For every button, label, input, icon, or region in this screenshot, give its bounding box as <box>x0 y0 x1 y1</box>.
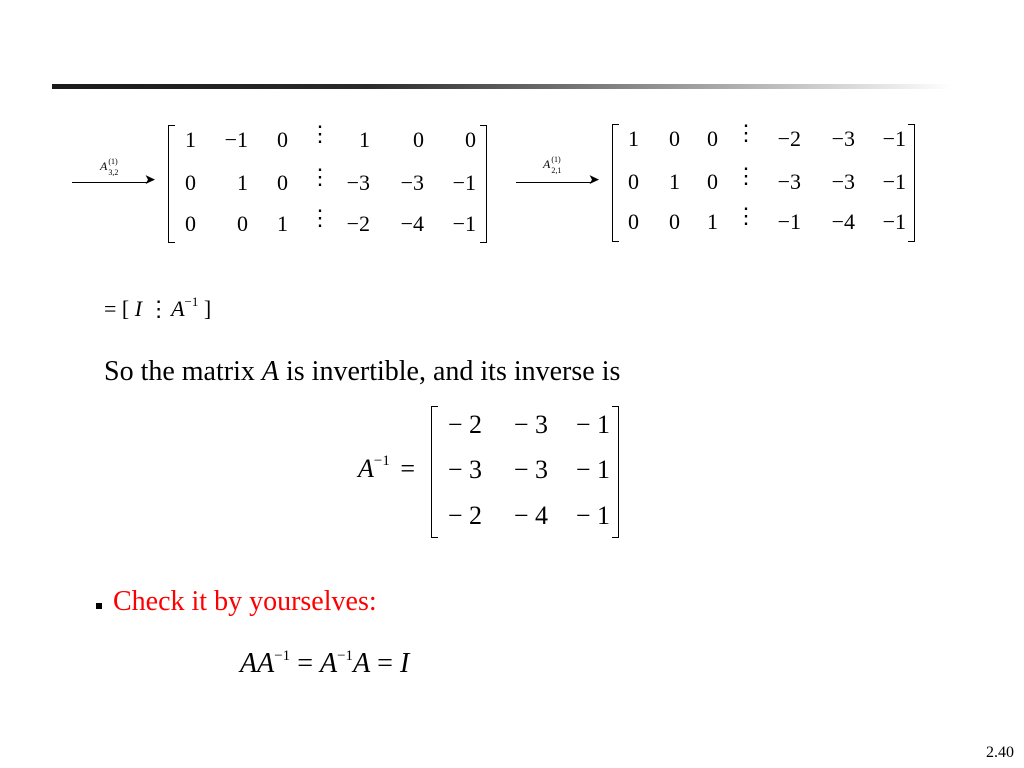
matrix1-cell: −1 <box>452 170 476 195</box>
matrix2-cell: 0 <box>707 126 718 151</box>
matrix2-separator: ⋮ <box>735 163 757 188</box>
matrix1-cell: 0 <box>185 211 196 236</box>
statement-text: So the matrix A is invertible, and its inverse is <box>104 356 621 387</box>
header-rule <box>52 84 952 89</box>
inverse-right-bracket <box>612 406 619 538</box>
row-op-sub-1: 3,2 <box>108 168 119 177</box>
inverse-lhs: $A^{-1}$ = <box>358 453 416 483</box>
augmented-result <box>104 294 212 321</box>
matrix1-cell: 0 <box>465 127 476 152</box>
matrix2-cell: −1 <box>882 126 906 151</box>
check-instruction: Check it by yourselves: <box>113 586 377 617</box>
matrix1-cell: −1 <box>224 127 248 152</box>
matrix1-cell: 1 <box>359 127 370 152</box>
row-op-sup-1: (1) <box>108 157 118 166</box>
matrix2-separator: ⋮ <box>735 203 757 228</box>
matrix2-cell: −1 <box>882 209 906 234</box>
matrix1-cell: −1 <box>452 211 476 236</box>
result-identity: I <box>134 296 143 321</box>
matrix1-right-bracket <box>480 125 487 243</box>
check-equation: $AA^{-1} = A^{-1}A = I$ <box>240 648 410 679</box>
matrix2-cell: 0 <box>628 209 639 234</box>
matrix1-cell: −3 <box>400 170 424 195</box>
row-op-sup-2: (1) <box>551 155 561 164</box>
inverse-cell: − 3 <box>513 455 548 484</box>
arrow-head-1: ➤ <box>144 173 156 188</box>
matrix1-cell: 1 <box>277 211 288 236</box>
matrix2-cell: 1 <box>669 169 680 194</box>
inverse-cell: − 3 <box>513 410 548 439</box>
matrix1-separator: ⋮ <box>309 205 331 230</box>
arrow-head-2: ➤ <box>588 173 600 188</box>
inverse-cell: − 1 <box>575 410 610 439</box>
matrix2-cell: −3 <box>831 126 855 151</box>
matrix1-cell: −3 <box>346 170 370 195</box>
bullet-marker <box>96 603 102 609</box>
matrix1-cell: 0 <box>277 170 288 195</box>
row-op-label-1: A (1) 3,2 <box>100 157 119 177</box>
matrix2-cell: −4 <box>831 209 855 234</box>
matrix1-cell: 1 <box>185 127 196 152</box>
result-suffix: ] <box>203 296 212 321</box>
row-op-label-2: A (1) 2,1 <box>543 155 562 175</box>
page-number: 2.40 <box>986 744 1014 761</box>
matrix1-separator: ⋮ <box>309 164 331 189</box>
matrix2-cell: 0 <box>669 126 680 151</box>
matrix1-cell: 0 <box>185 170 196 195</box>
matrix2-cell: 1 <box>707 209 718 234</box>
matrix2-cell: −1 <box>882 169 906 194</box>
inverse-cell: − 1 <box>575 501 610 530</box>
matrix1-cell: −2 <box>346 211 370 236</box>
matrix2-cell: 1 <box>628 126 639 151</box>
matrix2-cell: −1 <box>777 209 801 234</box>
result-exp: −1 <box>184 294 199 309</box>
inverse-cell: − 2 <box>447 410 482 439</box>
result-prefix: = [ <box>104 296 130 321</box>
matrix2-cell: 0 <box>628 169 639 194</box>
row-op-sub-2: 2,1 <box>551 166 562 175</box>
matrix1-cell: 0 <box>237 211 248 236</box>
matrix2-cell: −2 <box>777 126 801 151</box>
result-A: A <box>171 296 185 321</box>
matrix1-cell: 0 <box>277 127 288 152</box>
matrix2-cell: 0 <box>707 169 718 194</box>
inverse-cell: − 4 <box>513 501 548 530</box>
matrix2-cell: −3 <box>831 169 855 194</box>
inverse-cell: − 1 <box>575 455 610 484</box>
matrix2-cell: −3 <box>777 169 801 194</box>
matrix1-cell: −4 <box>400 211 424 236</box>
matrix1-separator: ⋮ <box>309 121 331 146</box>
matrix2-right-bracket <box>908 124 915 242</box>
result-vdots: ⋮ <box>147 296 170 321</box>
matrix2-cell: 0 <box>669 209 680 234</box>
matrix1-cell: 1 <box>237 170 248 195</box>
inverse-cell: − 2 <box>447 501 482 530</box>
arrow-shaft-2 <box>516 182 592 183</box>
arrow-shaft-1 <box>72 182 148 183</box>
inverse-cell: − 3 <box>447 455 482 484</box>
matrix1-cell: 0 <box>413 127 424 152</box>
matrix2-separator: ⋮ <box>735 120 757 145</box>
